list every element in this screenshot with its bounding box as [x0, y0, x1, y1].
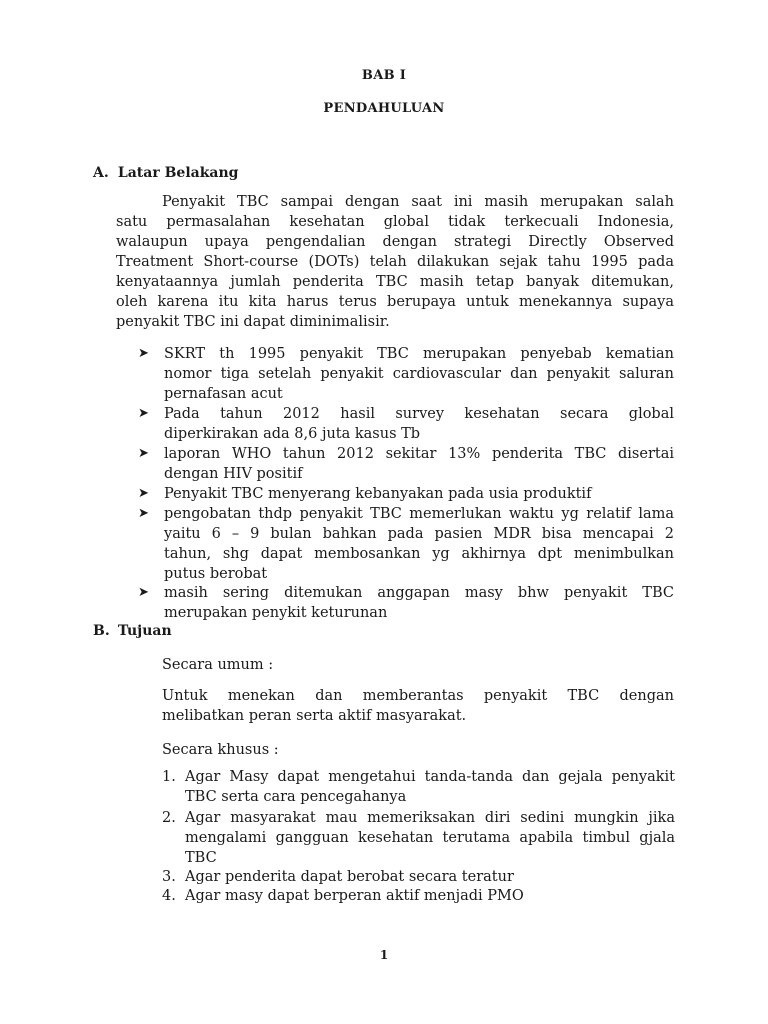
paragraph-line: yaitu 6 – 9 bulan bahkan pada pasien MDR bisa mencapai 2 — [164, 526, 674, 542]
bullet-text — [164, 444, 674, 484]
paragraph-line: oleh karena itu kita harus terus berupaya untuk menekannya supaya — [116, 294, 674, 310]
paragraph-line: merupakan penykit keturunan — [164, 605, 388, 621]
item-number: 4. — [162, 888, 176, 904]
section-a-paragraph — [116, 192, 674, 332]
paragraph-line: Untuk menekan dan memberantas penyakit TBC dengan — [162, 688, 674, 704]
general-paragraph — [162, 686, 674, 726]
paragraph-line: SKRT th 1995 penyakit TBC merupakan penyebab kematian — [164, 346, 674, 362]
arrow-bullet-icon: ➤ — [138, 486, 149, 501]
arrow-bullet-icon: ➤ — [138, 506, 149, 521]
paragraph-line: Agar masyarakat mau memeriksakan diri sedini mungkin jika — [185, 810, 675, 826]
paragraph-line: diperkirakan ada 8,6 juta kasus Tb — [164, 426, 421, 442]
section-a-number: A. — [93, 165, 109, 181]
arrow-bullet-icon: ➤ — [138, 585, 149, 600]
paragraph-line: satu permasalahan kesehatan global tidak terkecuali Indonesia, — [116, 214, 674, 230]
bullet-text — [164, 484, 674, 504]
item-number: 2. — [162, 810, 176, 826]
paragraph-line: dengan HIV positif — [164, 466, 303, 482]
general-label: Secara umum : — [162, 657, 274, 673]
paragraph-line: Agar penderita dapat berobat secara teratur — [185, 869, 514, 885]
paragraph-line: Agar Masy dapat mengetahui tanda-tanda dan gejala penyakit — [185, 769, 675, 785]
section-b-title: Tujuan — [117, 623, 172, 639]
paragraph-line: tahun, shg dapat membosankan yg akhirnya dpt menimbulkan — [164, 546, 674, 562]
item-text — [185, 808, 675, 868]
chapter-title: BAB I — [361, 68, 407, 83]
item-text — [185, 767, 675, 807]
specific-label: Secara khusus : — [162, 742, 279, 758]
section-a-heading — [93, 165, 238, 181]
paragraph-line: Pada tahun 2012 hasil survey kesehatan secara global — [164, 406, 674, 422]
paragraph-line: nomor tiga setelah penyakit cardiovascular dan penyakit saluran — [164, 366, 674, 382]
item-text — [185, 886, 675, 906]
arrow-bullet-icon: ➤ — [138, 446, 149, 461]
paragraph-line: Treatment Short-course (DOTs) telah dilakukan sejak tahu 1995 pada — [116, 254, 674, 270]
chapter-subtitle: PENDAHULUAN — [323, 101, 445, 116]
paragraph-line: pengobatan thdp penyakit TBC memerlukan waktu yg relatif lama — [164, 506, 674, 522]
paragraph-line: walaupun upaya pengendalian dengan strategi Directly Observed — [116, 234, 674, 250]
arrow-bullet-icon: ➤ — [138, 406, 149, 421]
bullet-text — [164, 504, 674, 584]
paragraph-line: Penyakit TBC menyerang kebanyakan pada usia produktif — [164, 486, 592, 502]
item-number: 3. — [162, 869, 176, 885]
item-text — [185, 867, 675, 887]
paragraph-line: penyakit TBC ini dapat diminimalisir. — [116, 314, 390, 330]
paragraph-line: melibatkan peran serta aktif masyarakat. — [162, 708, 467, 724]
paragraph-line: pernafasan acut — [164, 386, 283, 402]
paragraph-line: putus berobat — [164, 566, 268, 582]
paragraph-line: masih sering ditemukan anggapan masy bhw penyakit TBC — [164, 585, 674, 601]
bullet-text — [164, 344, 674, 404]
page-number: 1 — [379, 948, 389, 962]
paragraph-line: kenyataannya jumlah penderita TBC masih tetap banyak ditemukan, — [116, 274, 674, 290]
section-b-heading — [93, 623, 172, 639]
paragraph-line: Penyakit TBC sampai dengan saat ini masih merupakan salah — [162, 194, 674, 210]
bullet-text — [164, 583, 674, 623]
bullet-text — [164, 404, 674, 444]
paragraph-line: Agar masy dapat berperan aktif menjadi PMO — [185, 888, 524, 904]
arrow-bullet-icon: ➤ — [138, 346, 149, 361]
paragraph-line: mengalami gangguan kesehatan terutama apabila timbul gjala — [185, 830, 675, 846]
paragraph-line: TBC serta cara pencegahanya — [185, 789, 407, 805]
section-b-number: B. — [93, 623, 110, 639]
section-a-title: Latar Belakang — [117, 165, 239, 181]
paragraph-line: TBC — [185, 850, 217, 866]
item-number: 1. — [162, 769, 176, 785]
paragraph-line: laporan WHO tahun 2012 sekitar 13% penderita TBC disertai — [164, 446, 674, 462]
